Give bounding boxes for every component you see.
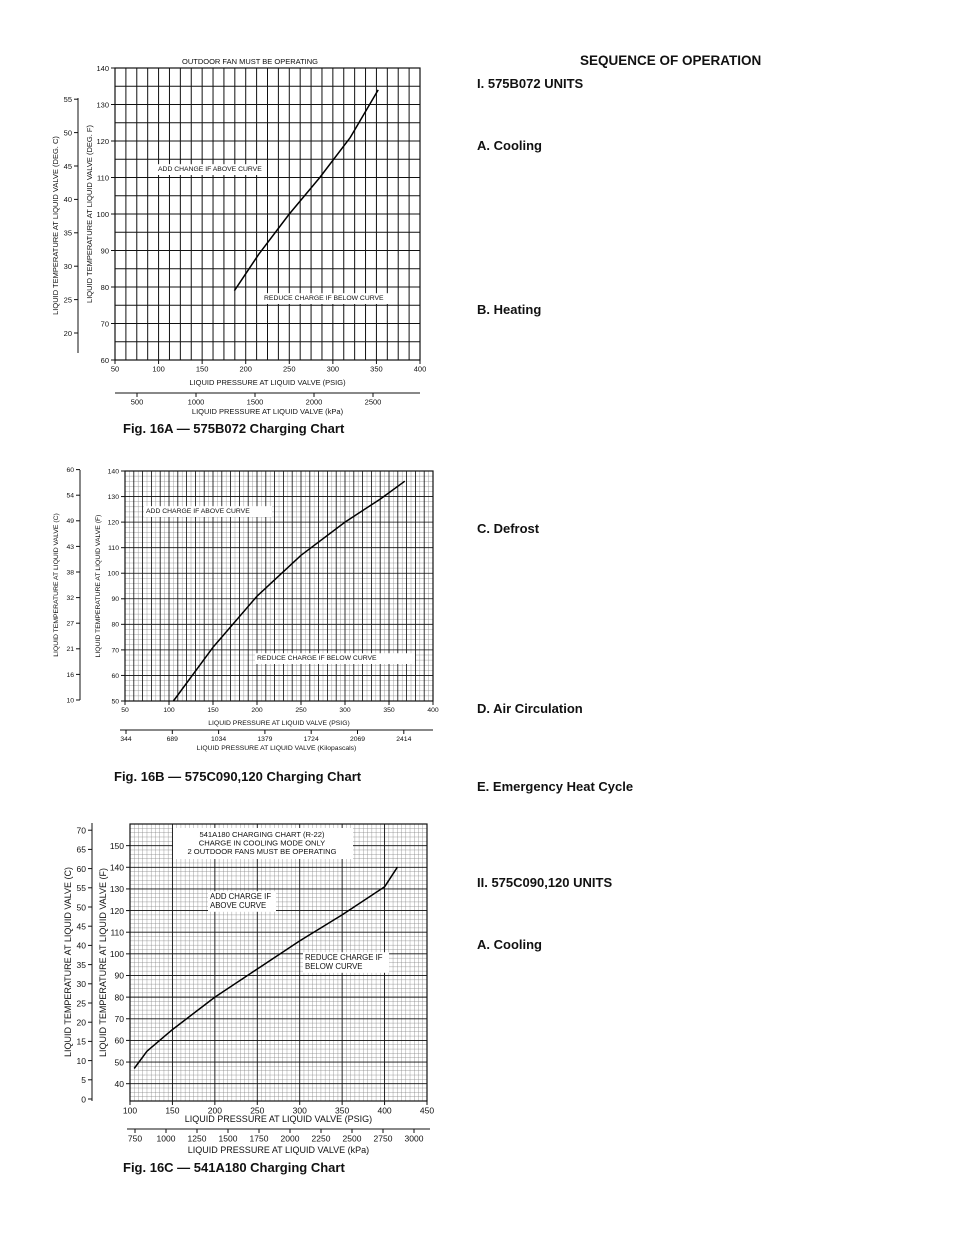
y-tick-label: 100 <box>109 949 124 960</box>
chart-16c-svg <box>40 815 450 1160</box>
x2-axis-label: LIQUID PRESSURE AT LIQUID VALVE (kPa) <box>191 407 344 416</box>
heading-575b072-units: I. 575B072 UNITS <box>477 76 584 91</box>
heading-cooling-ii: A. Cooling <box>477 937 542 952</box>
chart-note: 2 OUTDOOR FANS MUST BE OPERATING <box>187 847 337 857</box>
x-tick-label: 200 <box>239 364 252 374</box>
y-tick-label: 60 <box>111 672 119 680</box>
x-axis-label: LIQUID PRESSURE AT LIQUID VALVE (PSIG) <box>208 720 350 727</box>
x-tick-label: 100 <box>122 1105 138 1116</box>
y-tick-label: 90 <box>114 970 124 981</box>
x2-tick-label: 1724 <box>303 735 319 743</box>
y2-tick-label: 10 <box>66 697 74 705</box>
y-tick-label: 100 <box>107 570 119 578</box>
y-tick-label: 130 <box>107 493 119 501</box>
y2-tick-label: 5 <box>81 1075 86 1086</box>
heading-heating: B. Heating <box>477 302 542 317</box>
y-tick-label: 150 <box>109 840 124 851</box>
heading-cooling: A. Cooling <box>477 138 542 153</box>
chart-16a-svg <box>40 50 440 420</box>
y-tick-label: 110 <box>97 173 109 183</box>
y-tick-label: 110 <box>108 545 119 553</box>
y2-tick-label: 16 <box>66 671 74 679</box>
heading-defrost: C. Defrost <box>477 521 540 536</box>
y-tick-label: 80 <box>100 282 109 292</box>
y2-tick-label: 50 <box>76 902 86 913</box>
x2-tick-label: 1034 <box>211 735 227 743</box>
x2-tick-label: 1000 <box>156 1133 176 1144</box>
annotation-label: ADD CHARGE IF ABOVE CURVE <box>146 508 250 515</box>
annotation-label: REDUCE CHARGE IF BELOW CURVE <box>305 953 383 971</box>
x-tick-label: 400 <box>377 1105 392 1116</box>
y2-tick-label: 25 <box>63 295 72 305</box>
y2-tick-label: 40 <box>63 195 72 205</box>
heading-emergency-heat-cycle: E. Emergency Heat Cycle <box>477 779 634 794</box>
annotation-label: ADD CHANGE IF ABOVE CURVE <box>158 166 262 173</box>
y2-tick-label: 49 <box>66 518 74 526</box>
x-axis-label: LIQUID PRESSURE AT LIQUID VALVE (PSIG) <box>184 1114 373 1124</box>
y-tick-label: 60 <box>114 1035 124 1046</box>
chart-16b <box>40 462 450 757</box>
x2-tick-label: 750 <box>127 1133 143 1144</box>
x-tick-label: 200 <box>251 706 263 714</box>
y2-tick-label: 35 <box>63 228 72 238</box>
y-tick-label: 40 <box>114 1078 124 1089</box>
x2-tick-label: 1500 <box>218 1133 238 1144</box>
x2-tick-label: 2000 <box>305 397 323 407</box>
y2-tick-label: 50 <box>63 128 72 138</box>
caption-16a: Fig. 16A — 575B072 Charging Chart <box>123 421 345 436</box>
x2-tick-label: 344 <box>120 735 132 743</box>
y-tick-label: 130 <box>96 100 109 110</box>
chart-title: 541A180 CHARGING CHART (R-22) <box>199 830 325 839</box>
y2-tick-label: 70 <box>76 825 86 836</box>
y2-tick-label: 20 <box>76 1017 86 1028</box>
y-tick-label: 140 <box>96 63 109 73</box>
charging-curve <box>234 90 378 291</box>
y2-axis-label: LIQUID TEMPERATURE AT LIQUID VALVE (C) <box>53 513 60 657</box>
y2-tick-label: 38 <box>66 569 74 577</box>
x2-tick-label: 3000 <box>404 1133 424 1144</box>
y-tick-label: 120 <box>107 519 119 527</box>
y2-tick-label: 30 <box>76 979 86 990</box>
y2-tick-label: 15 <box>76 1036 86 1047</box>
y-tick-label: 130 <box>109 884 124 895</box>
caption-16b: Fig. 16B — 575C090,120 Charging Chart <box>114 769 362 784</box>
x2-tick-label: 2000 <box>280 1133 300 1144</box>
chart-16c <box>40 815 450 1160</box>
y2-tick-label: 10 <box>76 1055 86 1066</box>
y-tick-label: 120 <box>109 905 124 916</box>
x-tick-label: 400 <box>413 364 427 374</box>
y2-tick-label: 32 <box>66 595 74 602</box>
x2-tick-label: 1500 <box>246 397 264 407</box>
x2-tick-label: 1250 <box>187 1133 207 1144</box>
y2-tick-label: 60 <box>66 467 74 474</box>
x-tick-label: 300 <box>339 706 351 714</box>
y2-tick-label: 65 <box>76 844 86 855</box>
chart-16b-svg <box>40 462 450 757</box>
y-tick-label: 70 <box>111 647 119 655</box>
y2-tick-label: 43 <box>66 543 74 551</box>
chart-subtitle: CHARGE IN COOLING MODE ONLY <box>198 838 326 848</box>
x-tick-label: 150 <box>207 706 219 714</box>
y-tick-label: 120 <box>96 136 109 146</box>
y-tick-label: 60 <box>100 355 109 365</box>
y-tick-label: 140 <box>109 862 124 873</box>
heading-air-circulation: D. Air Circulation <box>477 701 583 716</box>
x2-tick-label: 1750 <box>249 1133 269 1144</box>
y2-axis-label: LIQUID TEMPERATURE AT LIQUID VALVE (C) <box>63 866 73 1058</box>
x-tick-label: 200 <box>207 1105 222 1116</box>
x-tick-label: 250 <box>295 706 307 714</box>
x2-tick-label: 2500 <box>364 397 382 407</box>
x-tick-label: 100 <box>163 706 175 714</box>
y-tick-label: 110 <box>110 927 124 938</box>
y2-tick-label: 45 <box>76 921 86 932</box>
y-tick-label: 140 <box>107 468 119 476</box>
chart-16a <box>40 50 440 420</box>
y-tick-label: 100 <box>96 209 109 219</box>
x-tick-label: 300 <box>292 1105 307 1116</box>
x-tick-label: 250 <box>250 1105 265 1116</box>
y2-tick-label: 0 <box>81 1094 86 1105</box>
caption-16c: Fig. 16C — 541A180 Charging Chart <box>123 1160 345 1175</box>
x-tick-label: 50 <box>110 364 120 374</box>
y2-tick-label: 21 <box>66 646 74 654</box>
x-tick-label: 150 <box>195 364 209 374</box>
x2-tick-label: 2069 <box>349 735 366 743</box>
x-tick-label: 350 <box>370 364 383 374</box>
chart-title: OUTDOOR FAN MUST BE OPERATING <box>182 57 318 66</box>
x-tick-label: 350 <box>335 1105 350 1116</box>
y2-tick-label: 45 <box>63 161 72 171</box>
x2-tick-label: 689 <box>166 735 178 743</box>
y-tick-label: 50 <box>114 1057 124 1068</box>
y-tick-label: 80 <box>111 621 119 629</box>
x-tick-label: 450 <box>419 1105 435 1116</box>
y2-tick-label: 27 <box>66 620 74 628</box>
y-axis-label: LIQUID TEMPERATURE AT LIQUID VALVE (DEG. F) <box>85 125 94 303</box>
heading-575c090-120-units: II. 575C090,120 UNITS <box>477 875 613 890</box>
y2-tick-label: 35 <box>76 959 86 970</box>
y-tick-label: 50 <box>111 698 119 706</box>
y-tick-label: 80 <box>114 992 124 1003</box>
x-tick-label: 300 <box>326 364 340 374</box>
y2-tick-label: 55 <box>63 94 72 104</box>
y-tick-label: 90 <box>100 246 109 256</box>
x2-axis-label: LIQUID PRESSURE AT LIQUID VALVE (kPa) <box>187 1145 370 1155</box>
y2-tick-label: 30 <box>63 261 72 271</box>
annotation-label: ADD CHARGE IF ABOVE CURVE <box>210 892 272 910</box>
y-axis-label: LIQUID TEMPERATURE AT LIQUID VALVE (F) <box>95 514 102 658</box>
x2-tick-label: 2414 <box>396 735 412 743</box>
x2-tick-label: 2500 <box>342 1133 362 1144</box>
x2-tick-label: 1000 <box>187 397 205 407</box>
y2-tick-label: 60 <box>76 863 86 874</box>
x2-axis-label: LIQUID PRESSURE AT LIQUID VALVE (Kilopascals) <box>196 745 357 752</box>
y2-tick-label: 25 <box>76 998 86 1009</box>
x-tick-label: 50 <box>121 706 129 714</box>
x-tick-label: 150 <box>165 1105 180 1116</box>
x2-tick-label: 2750 <box>373 1133 393 1144</box>
y-axis-label: LIQUID TEMPERATURE AT LIQUID VALVE (F) <box>98 867 108 1058</box>
x-tick-label: 350 <box>383 706 395 714</box>
heading-sequence-of-operation: SEQUENCE OF OPERATION <box>580 53 762 68</box>
y-tick-label: 70 <box>114 1014 124 1025</box>
x-tick-label: 250 <box>283 364 296 374</box>
y2-tick-label: 20 <box>63 328 72 338</box>
y-tick-label: 70 <box>100 319 109 329</box>
x-axis-label: LIQUID PRESSURE AT LIQUID VALVE (PSIG) <box>189 378 346 387</box>
x2-tick-label: 2250 <box>311 1133 331 1144</box>
y-tick-label: 90 <box>111 596 119 604</box>
y2-axis-label: LIQUID TEMPERATURE AT LIQUID VALVE (DEG. C) <box>51 136 60 315</box>
x-tick-label: 400 <box>427 706 439 714</box>
annotation-label: REDUCE CHARGE IF BELOW CURVE <box>257 655 377 662</box>
x2-tick-label: 500 <box>130 397 144 407</box>
y2-tick-label: 55 <box>76 883 86 894</box>
x-tick-label: 100 <box>152 364 165 374</box>
y2-tick-label: 54 <box>66 492 74 500</box>
annotation-label: REDUCE CHARGE IF BELOW CURVE <box>264 295 384 302</box>
x2-tick-label: 1379 <box>257 735 273 743</box>
y2-tick-label: 40 <box>76 940 86 951</box>
